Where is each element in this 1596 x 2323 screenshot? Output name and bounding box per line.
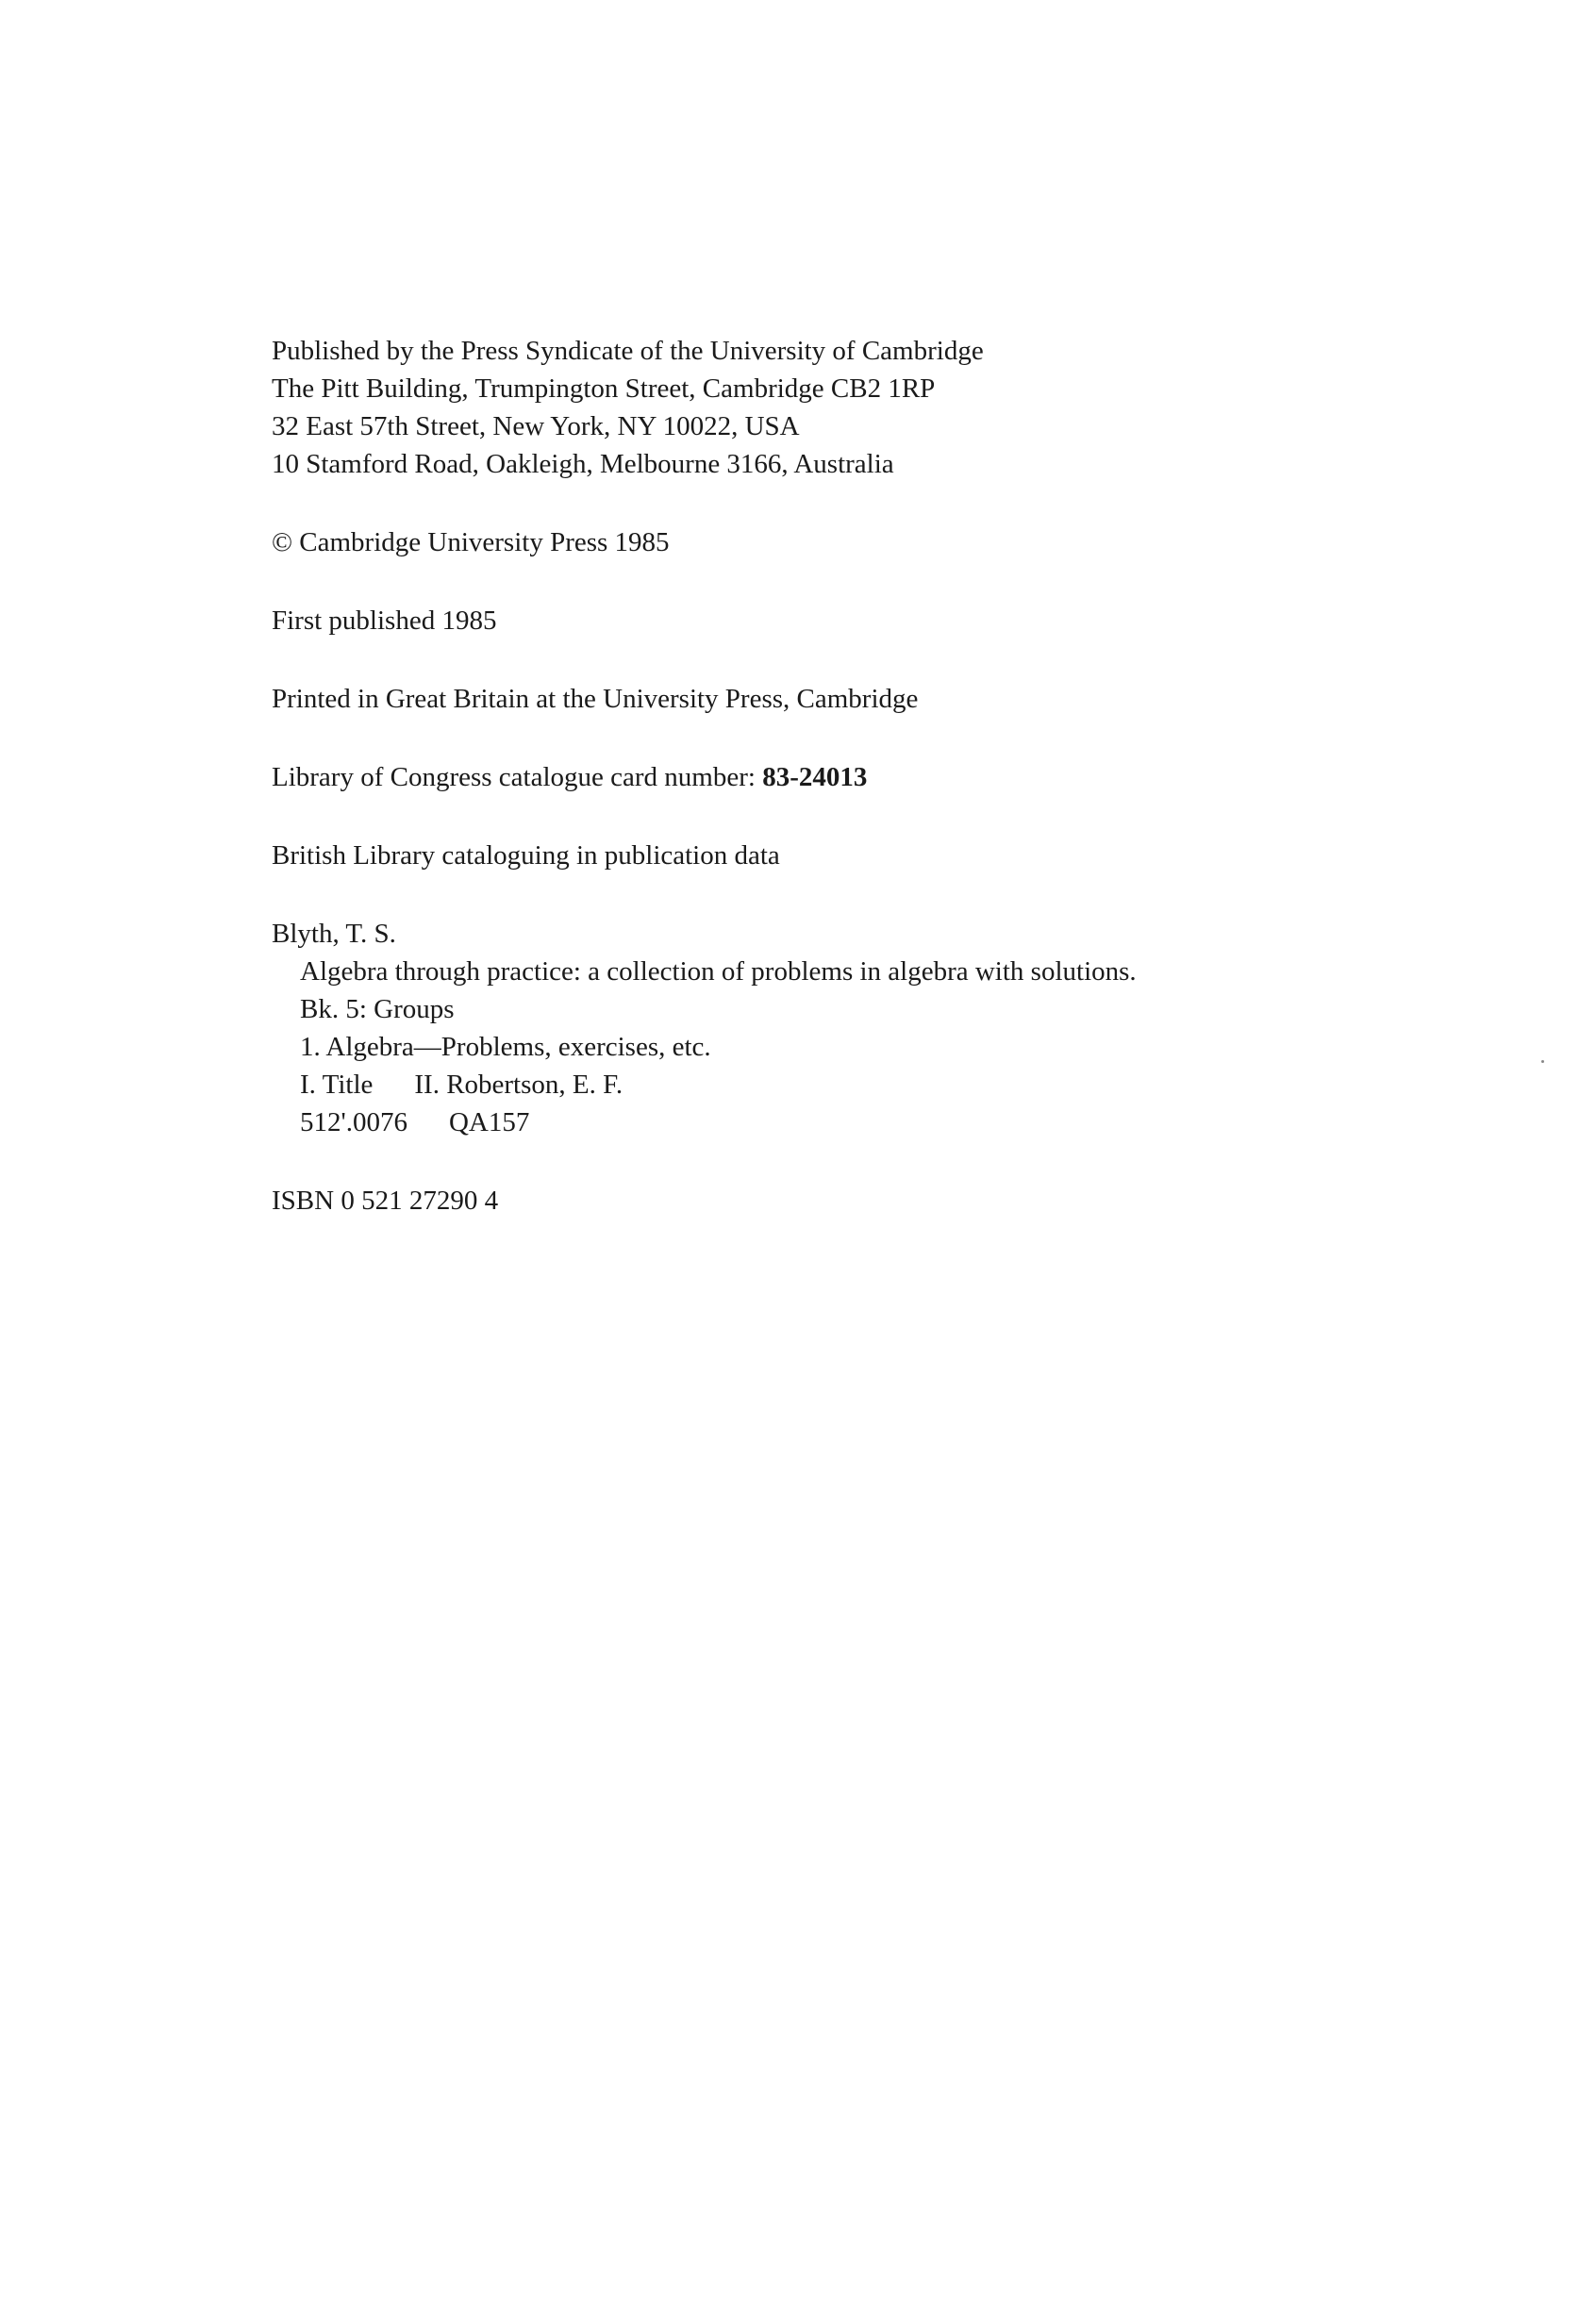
loc-label: Library of Congress catalogue card number: [272, 762, 763, 792]
publisher-address-line: The Pitt Building, Trumpington Street, Cambridge CB2 1RP [272, 373, 936, 404]
cip-book: Bk. 5: Groups [300, 994, 455, 1024]
publisher-address-block [272, 332, 1404, 483]
cip-dewey: 512'.0076 [300, 1107, 407, 1137]
imprint-text [272, 332, 1404, 1220]
cip-entry-title: I. Title [300, 1070, 374, 1100]
printed-in: Printed in Great Britain at the University Press, Cambridge [272, 684, 919, 714]
cip-entries [272, 1066, 1404, 1103]
cip-heading: British Library cataloguing in publication data [272, 840, 780, 871]
isbn: ISBN 0 521 27290 4 [272, 1186, 499, 1216]
loc-catalogue-line [272, 758, 1404, 796]
loc-number: 83-24013 [762, 762, 868, 792]
scan-speck [1541, 1060, 1544, 1063]
publisher-line: Published by the Press Syndicate of the University of Cambridge [272, 336, 984, 366]
publisher-address-line: 10 Stamford Road, Oakleigh, Melbourne 3166, Australia [272, 449, 894, 479]
cip-subject: 1. Algebra—Problems, exercises, etc. [300, 1032, 711, 1062]
first-published: First published 1985 [272, 606, 497, 636]
copyright-notice: © Cambridge University Press 1985 [272, 527, 670, 557]
cip-title: Algebra through practice: a collection of problems in algebra with solutions. [300, 956, 1137, 987]
cip-lc-class: QA157 [448, 1107, 530, 1137]
cip-classification [272, 1103, 1404, 1141]
cip-author: Blyth, T. S. [272, 919, 396, 949]
publisher-address-line: 32 East 57th Street, New York, NY 10022, USA [272, 411, 800, 441]
cip-entry-coauthor: II. Robertson, E. F. [414, 1070, 623, 1100]
cip-record [272, 915, 1404, 1141]
